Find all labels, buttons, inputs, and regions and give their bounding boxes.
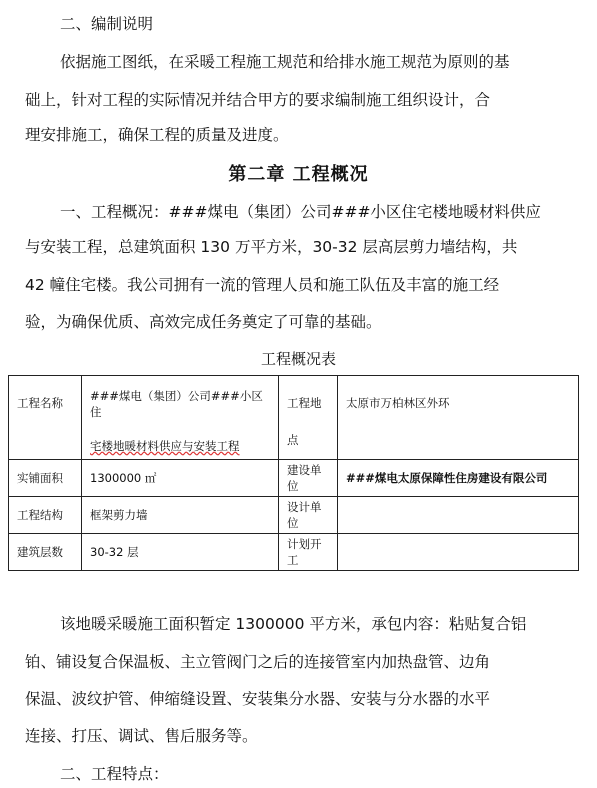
table-label: 设计单位 [279, 497, 338, 534]
table-cell [338, 534, 579, 571]
section-heading: 二、工程特点： [60, 765, 169, 783]
table-caption: 工程概况表 [260, 350, 336, 368]
paragraph-line: 与安装工程，总建筑面积 130 万平方米，30-32 层高层剪力墙结构，共 [25, 238, 518, 256]
table-row [9, 376, 579, 460]
paragraph-line: 42 幢住宅楼。我公司拥有一流的管理人员和施工队伍及丰富的施工经 [25, 276, 500, 294]
table-cell: 30-32 层 [82, 534, 279, 571]
table-row [9, 534, 579, 571]
table-label: 工程地点 [279, 376, 338, 460]
table-label: 工程结构 [9, 497, 82, 534]
paragraph-line: 保温、波纹护管、伸缩缝设置、安装集分水器、安装与分水器的水平 [25, 690, 491, 708]
table-row [9, 460, 579, 497]
table-cell: ###煤电太原保障性住房建设有限公司 [338, 460, 579, 497]
table-label: 建设单位 [279, 460, 338, 497]
cell-line: 宅楼地暖材料供应与安装工程 [90, 439, 240, 453]
paragraph-line: 础上，针对工程的实际情况并结合甲方的要求编制施工组织设计，合 [25, 91, 491, 109]
table-cell: 1300000 ㎡ [82, 460, 279, 497]
table-label: 建筑层数 [9, 534, 82, 571]
table-row [9, 497, 579, 534]
table-label: 计划开工 [279, 534, 338, 571]
paragraph-line: 依据施工图纸，在采暖工程施工规范和给排水施工规范为原则的基 [60, 53, 510, 71]
table-label: 工程名称 [9, 376, 82, 460]
table-cell [338, 497, 579, 534]
paragraph-line: 验，为确保优质、高效完成任务奠定了可靠的基础。 [25, 313, 382, 331]
paragraph-line: 连接、打压、调试、售后服务等。 [25, 727, 258, 745]
table-cell [82, 376, 279, 460]
cell-line: ###煤电（集团）公司###小区住 [90, 389, 263, 419]
table-cell: 框架剪力墙 [82, 497, 279, 534]
chapter-title: 第二章 工程概况 [228, 164, 369, 185]
paragraph-line: 一、工程概况：###煤电（集团）公司###小区住宅楼地暖材料供应 [60, 203, 541, 221]
project-overview-table [8, 375, 579, 571]
paragraph-line: 理安排施工，确保工程的质量及进度。 [25, 126, 289, 144]
paragraph-line: 铂、铺设复合保温板、主立管阀门之后的连接管室内加热盘管、边角 [25, 653, 491, 671]
section-heading: 二、编制说明 [60, 15, 154, 33]
paragraph-line: 该地暖采暖施工面积暂定 1300000 平方米，承包内容：粘贴复合铝 [60, 615, 527, 633]
table-cell: 太原市万柏林区外环 [338, 376, 579, 460]
table-label: 实铺面积 [9, 460, 82, 497]
